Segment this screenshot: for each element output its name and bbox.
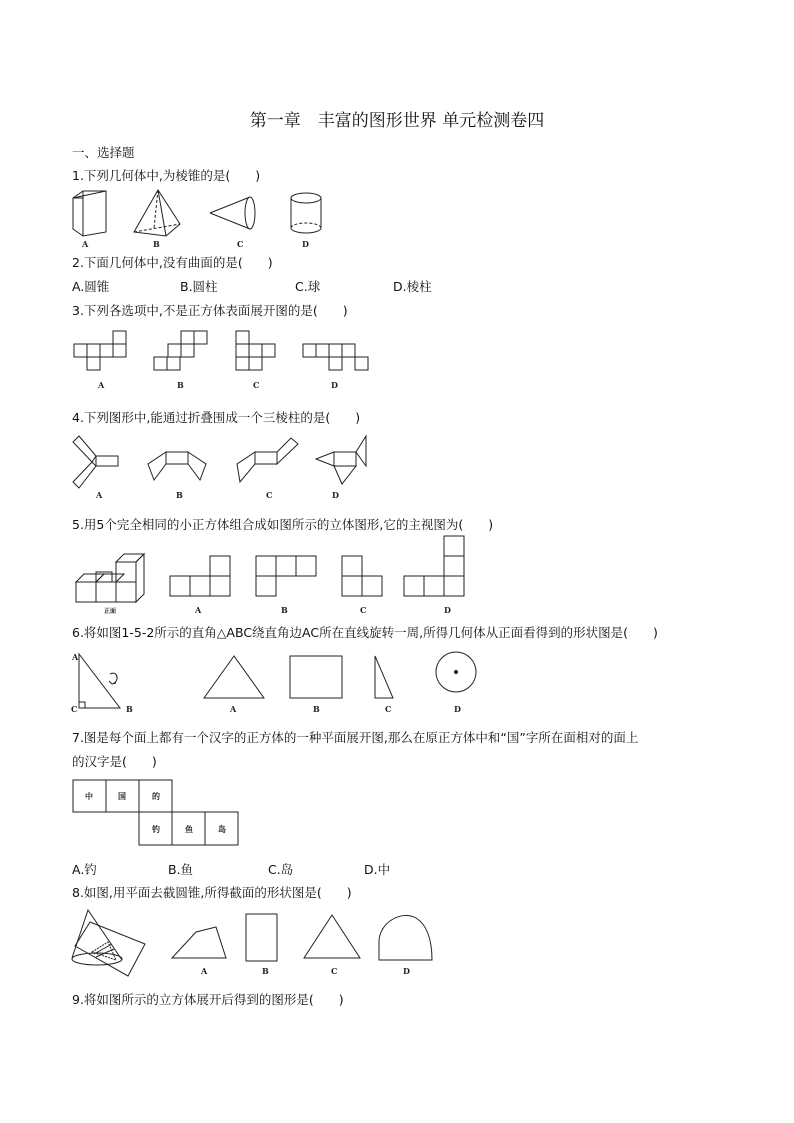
- q7-cube-net: [72, 778, 252, 850]
- q5-label-c: C: [360, 605, 367, 615]
- q6-stem: 6.将如图1-5-2所示的直角△ABC绕直角边AC所在直线旋转一周,所得几何体从正面看得到的形状图是( ): [72, 625, 658, 640]
- q1-stem: 1.下列几何体中,为棱锥的是( ): [72, 168, 261, 183]
- q1-label-b: B: [153, 239, 160, 249]
- q8-option-c-triangle: [304, 915, 360, 958]
- q2-option-b: B.圆柱: [180, 279, 218, 294]
- q4-label-b: B: [176, 490, 183, 500]
- q3-net-a: [74, 331, 126, 370]
- q4-stem: 4.下列图形中,能通过折叠围成一个三棱柱的是( ): [72, 410, 361, 425]
- q4-net-d: [316, 436, 366, 484]
- q7-option-b: B.鱼: [168, 862, 194, 877]
- q4-net-a: [73, 436, 118, 488]
- q3-net-d: [303, 344, 368, 370]
- q6-label-b: B: [313, 704, 320, 714]
- q8-label-c: C: [331, 966, 338, 976]
- q5-option-d: [404, 536, 464, 596]
- q5-option-b: [256, 556, 316, 596]
- q5-option-a: [170, 556, 230, 596]
- q6-vertex-b: B: [126, 704, 133, 714]
- q5-stem: 5.用5个完全相同的小正方体组合成如图所示的立体图形,它的主视图为( ): [72, 517, 494, 532]
- q3-figures: [74, 330, 374, 392]
- q4-label-a: A: [96, 490, 103, 500]
- q4-label-d: D: [332, 490, 339, 500]
- q8-label-d: D: [403, 966, 410, 976]
- q8-stem: 8.如图,用平面去截圆锥,所得截面的形状图是( ): [72, 885, 352, 900]
- q1-figures: [70, 188, 340, 250]
- q3-net-b: [154, 331, 207, 370]
- q6-figures: [70, 648, 490, 718]
- q6-option-a-triangle: [204, 656, 264, 698]
- q7-option-a: A.钓: [72, 862, 97, 877]
- q7-net-face-3: 的: [152, 791, 160, 801]
- q7-net-face-1: 中: [85, 791, 93, 801]
- q5-solid-figure: [76, 554, 144, 602]
- q6-vertex-a: A: [72, 652, 79, 662]
- q8-label-a: A: [201, 966, 208, 976]
- section-heading: 一、选择题: [72, 145, 135, 160]
- q6-label-c: C: [385, 704, 392, 714]
- q7-net-face-5: 鱼: [185, 824, 193, 834]
- q5-label-d: D: [444, 605, 451, 615]
- q6-label-d: D: [454, 704, 461, 714]
- q1-label-c: C: [237, 239, 244, 249]
- q8-option-a-trapezoid: [172, 927, 226, 958]
- q5-label-a: A: [195, 605, 202, 615]
- q7-option-d: D.中: [364, 862, 391, 877]
- q9-stem: 9.将如图所示的立方体展开后得到的图形是( ): [72, 992, 344, 1007]
- q7-stem-line2: 的汉字是( ): [72, 754, 157, 769]
- q5-label-b: B: [281, 605, 288, 615]
- q8-option-b-rectangle: [246, 914, 277, 961]
- q7-net-face-4: 钓: [152, 824, 160, 834]
- q5-front-label: 正面: [104, 608, 117, 615]
- q7-option-c: C.岛: [268, 862, 294, 877]
- q6-option-b-rectangle: [290, 656, 342, 698]
- q5-figures: [74, 534, 474, 618]
- q1-prism-figure: [73, 191, 106, 236]
- q2-stem: 2.下面几何体中,没有曲面的是( ): [72, 255, 273, 270]
- q3-stem: 3.下列各选项中,不是正方体表面展开图的是( ): [72, 303, 348, 318]
- q3-label-a: A: [98, 380, 105, 390]
- q1-cylinder-figure: [291, 193, 321, 233]
- q1-label-a: A: [82, 239, 89, 249]
- q7-stem-line1: 7.图是每个面上都有一个汉字的正方体的一种平面展开图,那么在原正方体中和“国”字所在面相对的面上: [72, 730, 639, 745]
- q7-net-face-2: 国: [118, 791, 126, 801]
- q4-label-c: C: [266, 490, 273, 500]
- q4-net-c: [237, 438, 298, 482]
- q4-net-b: [148, 452, 206, 480]
- q3-label-b: B: [177, 380, 184, 390]
- q6-vertex-c: C: [71, 704, 78, 714]
- q1-pyramid-figure: [134, 190, 180, 236]
- q2-option-a: A.圆锥: [72, 279, 110, 294]
- q1-label-d: D: [302, 239, 309, 249]
- q8-figures: [70, 908, 440, 980]
- q6-triangle-abc: [79, 654, 120, 708]
- q3-net-c: [236, 331, 275, 370]
- q2-option-c: C.球: [295, 279, 321, 294]
- q7-net-face-6: 岛: [218, 824, 226, 834]
- q6-label-a: A: [230, 704, 237, 714]
- page-title: 第一章 丰富的图形世界 单元检测卷四: [249, 111, 545, 131]
- q3-label-c: C: [253, 380, 260, 390]
- q1-cone-figure: [210, 197, 255, 229]
- q5-option-c: [342, 556, 382, 596]
- q8-label-b: B: [262, 966, 269, 976]
- q8-option-d-parabola: [379, 915, 432, 960]
- q6-option-d-circle: [436, 652, 476, 692]
- q6-option-c-right-triangle: [375, 656, 393, 698]
- q2-option-d: D.棱柱: [393, 279, 432, 294]
- q8-cone-with-plane: [72, 910, 145, 976]
- q4-figures: [70, 432, 370, 502]
- q3-label-d: D: [331, 380, 338, 390]
